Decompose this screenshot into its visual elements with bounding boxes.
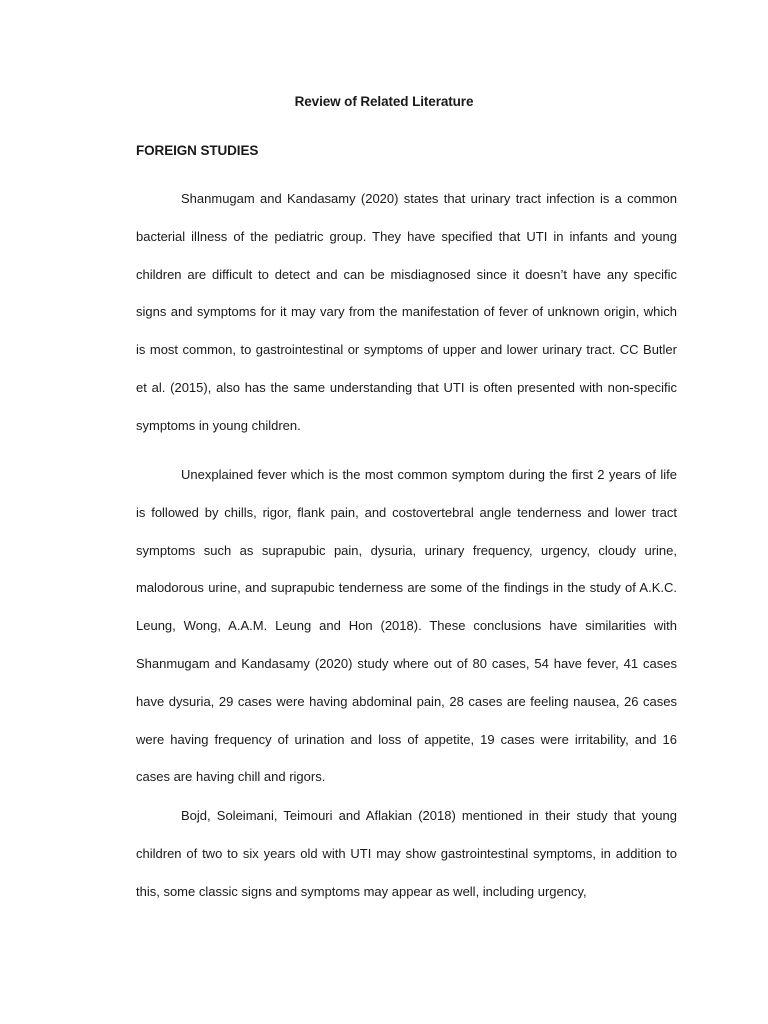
section-heading: FOREIGN STUDIES <box>136 143 259 158</box>
paragraph-1: Shanmugam and Kandasamy (2020) states that urinary tract infection is a common bacterial illness of the pediatric group. They have specified that UTI in infants and young children are difficult to detect and can be misdiagnosed since it doesn’t have any specific signs and symptoms for it may vary from the manifestation of fever of unknown origin, which is most common, to gastrointestinal or symptoms of upper and lower urinary tract. CC Butler et al. (2015), also has the same understanding that UTI is often presented with non-specific symptoms in young children. <box>136 191 677 433</box>
paragraph-2: Unexplained fever which is the most common symptom during the first 2 years of life is followed by chills, rigor, flank pain, and costovertebral angle tenderness and lower tract symptoms such as suprapubic pain, dysuria, urinary frequency, urgency, cloudy urine, malodorous urine, and suprapubic tenderness are some of the findings in the study of A.K.C. Leung, Wong, A.A.M. Leung and Hon (2018). These conclusions have similarities with Shanmugam and Kandasamy (2020) study where out of 80 cases, 54 have fever, 41 cases have dysuria, 29 cases were having abdominal pain, 28 cases are feeling nausea, 26 cases were having frequency of urination and loss of appetite, 19 cases were irritability, and 16 cases are having chill and rigors. <box>136 467 677 785</box>
document-title: Review of Related Literature <box>294 94 474 109</box>
paragraph-3: Bojd, Soleimani, Teimouri and Aflakian (2018) mentioned in their study that young children of two to six years old with UTI may show gastrointestinal symptoms, in addition to this, some classic signs and symptoms may appear as well, including urgency, <box>136 808 677 899</box>
